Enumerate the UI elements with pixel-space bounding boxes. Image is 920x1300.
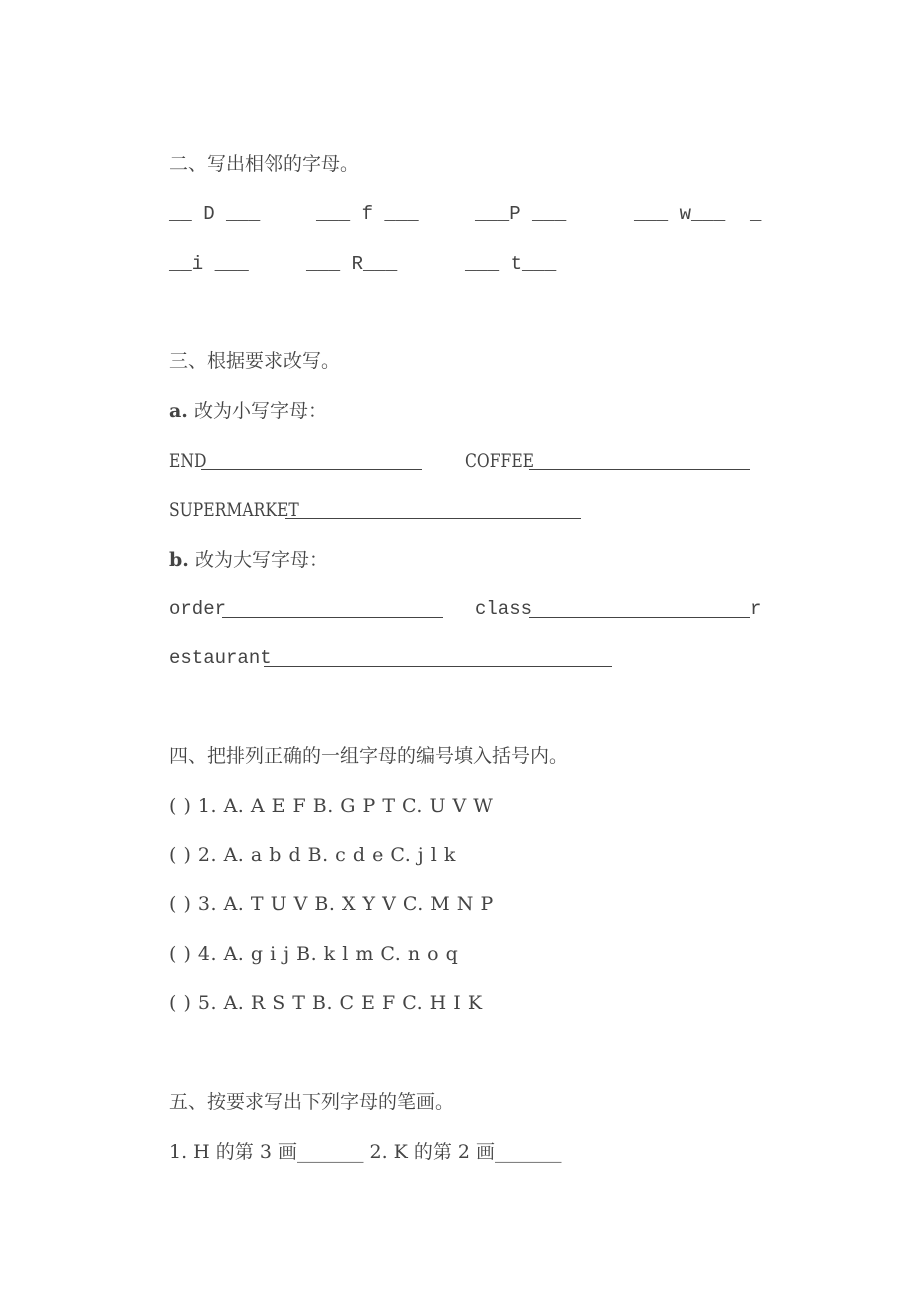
word-order: order: [169, 598, 227, 620]
word-end-text: END: [169, 450, 207, 472]
word-supermarket-text: SUPERMARKET: [169, 499, 299, 521]
neighbor-letter-blank-t: ___ t___: [465, 253, 557, 275]
ordering-question-3: ( ) 3. A. T U V B. X Y V C. M N P: [169, 893, 494, 915]
section-4-heading: 四、把排列正确的一组字母的编号填入括号内。: [169, 745, 569, 767]
part-a-text: 改为小写字母：: [193, 400, 327, 422]
word-coffee-text: COFFEE: [465, 450, 535, 472]
part-b-label: [169, 548, 328, 572]
neighbor-letter-blank-P: ___P ___: [475, 203, 567, 225]
ordering-question-2: ( ) 2. A. a b d B. c d e C. j l k: [169, 844, 456, 866]
word-restaurant-end: estaurant: [169, 647, 272, 669]
ordering-question-4: ( ) 4. A. g i j B. k l m C. n o q: [169, 943, 459, 965]
part-b-prefix: b.: [169, 549, 189, 571]
part-a-label: [169, 399, 327, 423]
section-3-heading: 三、根据要求改写。: [169, 350, 341, 372]
answer-line-restaurant: [264, 666, 612, 667]
part-a-prefix: a.: [169, 400, 188, 422]
ordering-question-1: ( ) 1. A. A E F B. G P T C. U V W: [169, 795, 494, 817]
section-5-heading: 五、按要求写出下列字母的笔画。: [169, 1091, 455, 1113]
neighbor-letter-blank-w: ___ w___: [634, 203, 726, 225]
answer-line-coffee: [529, 469, 750, 470]
neighbor-letter-blank-f: ___ f ___: [316, 203, 419, 225]
ordering-question-5: ( ) 5. A. R S T B. C E F C. H I K: [169, 992, 483, 1014]
answer-line-end: [201, 469, 422, 470]
answer-line-supermarket: [285, 518, 581, 519]
neighbor-letter-blank-i: __i ___: [169, 253, 249, 275]
neighbor-letter-blank-D: __ D ___: [169, 203, 261, 225]
stroke-question-line: 1. H 的第 3 画_______ 2. K 的第 2 画_______: [169, 1141, 562, 1163]
section-2-heading: 二、写出相邻的字母。: [169, 153, 360, 175]
word-restaurant-start: r: [750, 598, 762, 620]
answer-line-class: [529, 617, 750, 618]
part-b-text: 改为大写字母：: [194, 549, 328, 571]
word-class: class: [475, 598, 533, 620]
neighbor-letter-blank-wrap: _: [750, 203, 762, 225]
answer-line-order: [222, 617, 443, 618]
neighbor-letter-blank-R: ___ R___: [306, 253, 398, 275]
